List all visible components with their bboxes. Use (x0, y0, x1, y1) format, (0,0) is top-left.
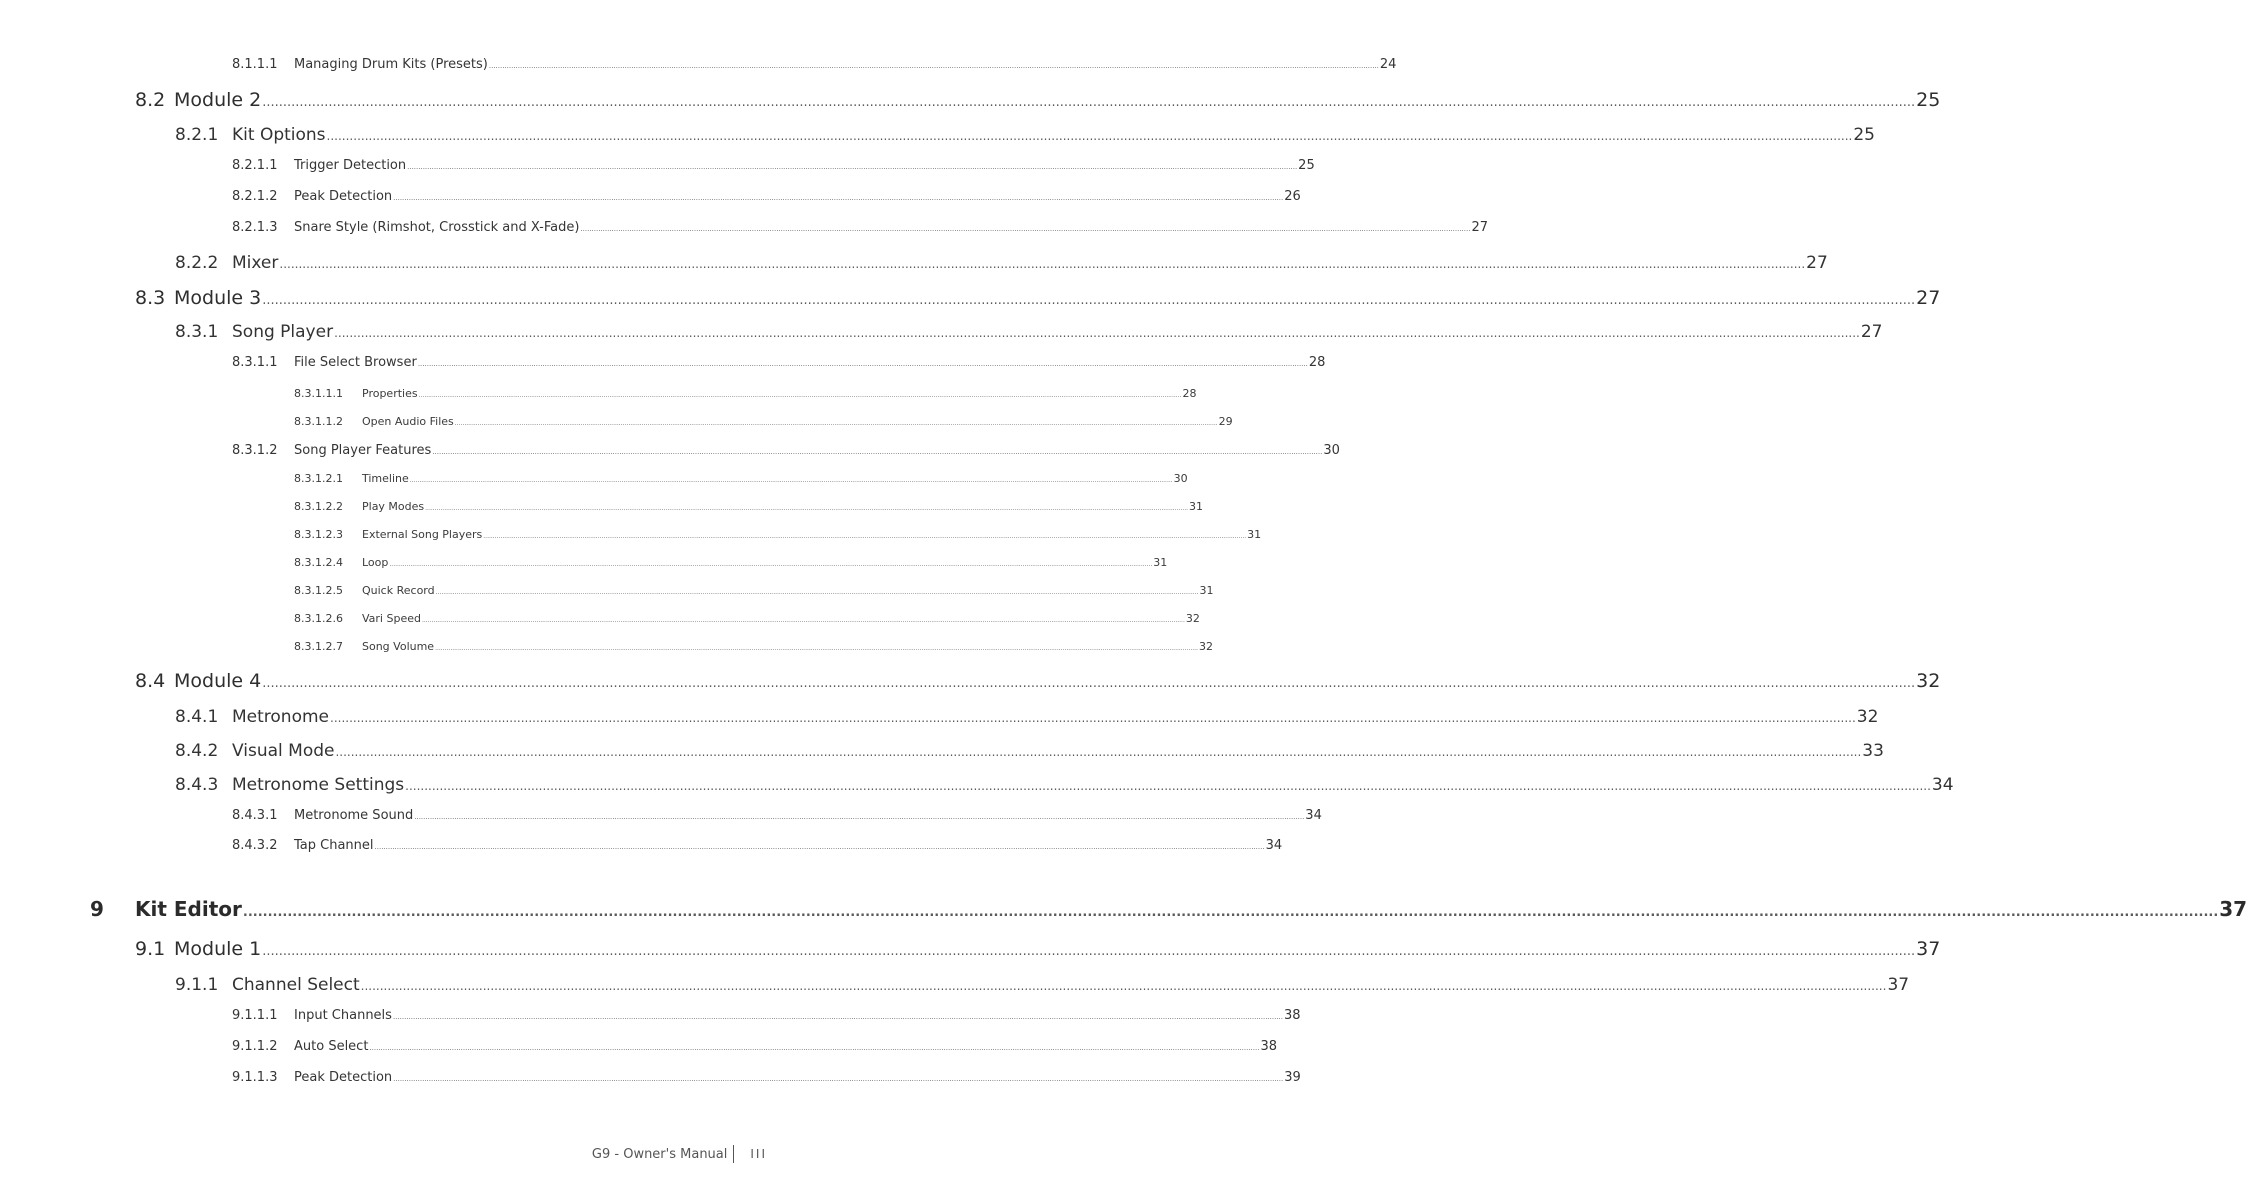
toc-entry[interactable] (232, 1070, 1301, 1085)
dot-leader: ................................................................................................................................................................................................................................................................................................................................................................................................................ (335, 745, 1862, 759)
toc-entry[interactable] (232, 57, 1397, 72)
toc-entry[interactable] (232, 220, 1488, 235)
toc-entry[interactable] (175, 741, 1884, 761)
dot-leader: ................................................................................................................................................................................................................................................................................................................................................................................................................ (334, 326, 1860, 340)
page-number: III (750, 1147, 767, 1161)
toc-entry-title: Play Modes (362, 500, 425, 513)
dot-leader: ................................................................................................................................................................................................................................................................................................................................................................................................................ (392, 1013, 1283, 1021)
toc-entry-title: Open Audio Files (362, 415, 454, 428)
toc-entry-page: 39 (1284, 1070, 1301, 1085)
toc-entry-number: 8.3.1.2.2 (294, 500, 343, 513)
dot-leader: ................................................................................................................................................................................................................................................................................................................................................................................................................ (262, 95, 1916, 110)
page-footer (592, 1145, 767, 1163)
toc-entry[interactable] (175, 125, 1875, 145)
toc-entry[interactable] (175, 253, 1828, 273)
dot-leader: ................................................................................................................................................................................................................................................................................................................................................................................................................ (262, 293, 1916, 308)
dot-leader: ................................................................................................................................................................................................................................................................................................................................................................................................................ (432, 448, 1323, 456)
toc-entry-page: 25 (1298, 158, 1315, 173)
manual-title: G9 - Owner's Manual (591, 1146, 728, 1162)
toc-entry-number: 8.3.1.2.5 (294, 584, 343, 597)
toc-entry-number: 8.3 (135, 287, 166, 309)
dot-leader: ................................................................................................................................................................................................................................................................................................................................................................................................................ (409, 477, 1173, 484)
toc-entry-number: 8.3.1.2.7 (294, 640, 343, 653)
toc-entry-number: 8.4.2 (175, 741, 219, 761)
toc-entry[interactable] (294, 584, 1214, 597)
toc-entry-page: 32 (1856, 707, 1879, 727)
toc-entry-title: Kit Editor (135, 897, 242, 921)
dot-leader: ................................................................................................................................................................................................................................................................................................................................................................................................................ (330, 711, 1856, 725)
toc-entry-number: 9.1.1.2 (232, 1039, 278, 1054)
dot-leader: ................................................................................................................................................................................................................................................................................................................................................................................................................ (279, 257, 1806, 271)
toc-entry[interactable] (294, 556, 1168, 569)
toc-entry[interactable] (294, 472, 1188, 485)
toc-entry-number: 9.1.1 (175, 975, 219, 995)
toc-entry-page: 24 (1379, 57, 1397, 72)
toc-entry-number: 8.2.1.2 (232, 189, 278, 204)
dot-leader: ................................................................................................................................................................................................................................................................................................................................................................................................................ (242, 905, 2219, 920)
toc-entry-title: Module 1 (174, 938, 262, 960)
toc-entry-title: Mixer (232, 253, 279, 273)
dot-leader: ................................................................................................................................................................................................................................................................................................................................................................................................................ (393, 1075, 1284, 1083)
toc-entry-page: 27 (1471, 220, 1488, 235)
toc-entry-number: 9.1 (135, 938, 166, 960)
toc-entry-title: Channel Select (232, 975, 360, 995)
toc-entry-title: Peak Detection (294, 1070, 393, 1085)
dot-leader: ................................................................................................................................................................................................................................................................................................................................................................................................................ (421, 617, 1185, 624)
toc-entry[interactable] (232, 158, 1315, 173)
toc-entry-page: 27 (1806, 253, 1828, 273)
toc-entry-title: Managing Drum Kits (Presets) (294, 57, 488, 72)
dot-leader: ................................................................................................................................................................................................................................................................................................................................................................................................................ (360, 979, 1887, 993)
toc-entry-title: Peak Detection (294, 189, 393, 204)
toc-entry-title: Module 2 (174, 89, 262, 111)
toc-entry-title: External Song Players (362, 528, 483, 541)
dot-leader: ................................................................................................................................................................................................................................................................................................................................................................................................................ (435, 645, 1198, 652)
toc-entry[interactable] (175, 775, 1954, 795)
toc-entry-page: 31 (1153, 556, 1168, 569)
toc-entry[interactable] (135, 670, 1941, 692)
toc-entry-title: Song Player Features (294, 443, 432, 458)
toc-entry-title: Properties (362, 387, 418, 400)
toc-entry-title: Module 4 (174, 670, 262, 692)
toc-entry-page: 25 (1853, 125, 1875, 145)
toc-entry-title: Song Player (232, 322, 334, 342)
toc-entry-number: 8.4.3 (175, 775, 219, 795)
toc-entry-number: 8.4.3.2 (232, 838, 278, 853)
dot-leader: ................................................................................................................................................................................................................................................................................................................................................................................................................ (389, 561, 1153, 568)
toc-entry-number: 8.2 (135, 89, 166, 111)
toc-entry-title: Vari Speed (362, 612, 421, 625)
toc-entry[interactable] (232, 189, 1301, 204)
toc-entry-number: 8.3.1.2.1 (294, 472, 343, 485)
toc-entry-page: 38 (1284, 1008, 1301, 1023)
dot-leader: ................................................................................................................................................................................................................................................................................................................................................................................................................ (425, 505, 1189, 512)
toc-entry-page: 30 (1173, 472, 1188, 485)
toc-entry-page: 32 (1916, 670, 1941, 692)
toc-entry-number: 8.3.1.1.1 (294, 387, 343, 400)
toc-entry-number: 8.4 (135, 670, 166, 692)
toc-entry[interactable] (294, 612, 1200, 625)
dot-leader: ................................................................................................................................................................................................................................................................................................................................................................................................................ (326, 129, 1853, 143)
toc-entry-page: 34 (1931, 775, 1954, 795)
toc-entry[interactable] (90, 897, 2247, 921)
toc-entry-number: 9 (90, 897, 104, 921)
dot-leader: ................................................................................................................................................................................................................................................................................................................................................................................................................ (262, 944, 1916, 959)
toc-entry-page: 27 (1916, 287, 1941, 309)
toc-entry-title: Input Channels (294, 1008, 392, 1023)
toc-entry-page: 31 (1247, 528, 1262, 541)
toc-entry-title: Song Volume (362, 640, 435, 653)
toc-entry-number: 8.2.1 (175, 125, 219, 145)
toc-entry-number: 8.3.1.2.3 (294, 528, 343, 541)
toc-entry-page: 30 (1323, 443, 1340, 458)
toc-entry-number: 8.2.1.1 (232, 158, 278, 173)
toc-entry-number: 8.3.1.2 (232, 443, 278, 458)
toc-entry-number: 8.3.1.1.2 (294, 415, 343, 428)
dot-leader: ................................................................................................................................................................................................................................................................................................................................................................................................................ (407, 163, 1298, 171)
toc-entry-number: 8.3.1.1 (232, 355, 278, 370)
toc-entry-page: 37 (1916, 938, 1941, 960)
toc-entry-title: Kit Options (232, 125, 326, 145)
dot-leader: ................................................................................................................................................................................................................................................................................................................................................................................................................ (374, 843, 1265, 851)
toc-entry-title: Snare Style (Rimshot, Crosstick and X-Fade) (294, 220, 580, 235)
toc-entry-number: 8.2.1.3 (232, 220, 278, 235)
toc-entry-number: 9.1.1.1 (232, 1008, 278, 1023)
toc-entry-page: 29 (1218, 415, 1233, 428)
toc-entry[interactable] (294, 528, 1262, 541)
toc-entry-title: Quick Record (362, 584, 435, 597)
footer-divider (733, 1145, 734, 1163)
toc-entry-title: Visual Mode (232, 741, 335, 761)
toc-entry-title: Tap Channel (294, 838, 374, 853)
dot-leader: ................................................................................................................................................................................................................................................................................................................................................................................................................ (417, 360, 1308, 368)
toc-entry[interactable] (232, 1039, 1278, 1054)
toc-entry[interactable] (175, 975, 1910, 995)
toc-entry-number: 9.1.1.3 (232, 1070, 278, 1085)
dot-leader: ................................................................................................................................................................................................................................................................................................................................................................................................................ (369, 1044, 1260, 1052)
toc-entry[interactable] (294, 387, 1197, 400)
toc-entry-number: 8.3.1.2.6 (294, 612, 343, 625)
toc-entry-page: 26 (1284, 189, 1301, 204)
dot-leader: ................................................................................................................................................................................................................................................................................................................................................................................................................ (262, 676, 1916, 691)
toc-entry[interactable] (135, 938, 1941, 960)
toc-entry-title: File Select Browser (294, 355, 417, 370)
toc-entry-page: 32 (1185, 612, 1200, 625)
toc-entry-number: 8.1.1.1 (232, 57, 278, 72)
toc-entry-page: 25 (1916, 89, 1941, 111)
toc-entry[interactable] (294, 415, 1233, 428)
toc-entry-number: 8.3.1.2.4 (294, 556, 343, 569)
toc-entry[interactable] (175, 707, 1879, 727)
toc-entry-page: 33 (1862, 741, 1884, 761)
dot-leader: ................................................................................................................................................................................................................................................................................................................................................................................................................ (418, 392, 1182, 399)
dot-leader: ................................................................................................................................................................................................................................................................................................................................................................................................................ (488, 62, 1379, 70)
dot-leader: ................................................................................................................................................................................................................................................................................................................................................................................................................ (414, 813, 1305, 821)
toc-entry[interactable] (232, 443, 1340, 458)
toc-entry[interactable] (175, 322, 1883, 342)
toc-entry-page: 31 (1189, 500, 1204, 513)
toc-entry-title: Metronome Sound (294, 808, 414, 823)
toc-entry[interactable] (294, 640, 1213, 653)
toc-entry-title: Trigger Detection (294, 158, 407, 173)
toc-entry-page: 32 (1198, 640, 1213, 653)
dot-leader: ................................................................................................................................................................................................................................................................................................................................................................................................................ (393, 194, 1284, 202)
toc-entry-page: 37 (2219, 897, 2247, 921)
toc-entry-page: 34 (1305, 808, 1322, 823)
toc-entry[interactable] (232, 355, 1326, 370)
toc-entry[interactable] (135, 89, 1941, 111)
toc-entry-title: Module 3 (174, 287, 262, 309)
toc-entry-title: Metronome (232, 707, 330, 727)
toc-entry-title: Auto Select (294, 1039, 369, 1054)
dot-leader: ................................................................................................................................................................................................................................................................................................................................................................................................................ (580, 225, 1471, 233)
dot-leader: ................................................................................................................................................................................................................................................................................................................................................................................................................ (454, 420, 1218, 427)
dot-leader: ................................................................................................................................................................................................................................................................................................................................................................................................................ (405, 779, 1931, 793)
dot-leader: ................................................................................................................................................................................................................................................................................................................................................................................................................ (483, 533, 1247, 540)
toc-entry[interactable] (294, 500, 1204, 513)
toc-entry-page: 37 (1887, 975, 1910, 995)
toc-entry[interactable] (232, 838, 1283, 853)
toc-entry-page: 31 (1199, 584, 1214, 597)
toc-entry[interactable] (232, 1008, 1301, 1023)
toc-entry-number: 8.4.3.1 (232, 808, 278, 823)
toc-entry-title: Metronome Settings (232, 775, 405, 795)
toc-entry-number: 8.2.2 (175, 253, 219, 273)
toc-entry-page: 28 (1182, 387, 1197, 400)
toc-entry-page: 28 (1308, 355, 1326, 370)
toc-entry[interactable] (135, 287, 1941, 309)
toc-entry-page: 27 (1860, 322, 1883, 342)
toc-entry[interactable] (232, 808, 1322, 823)
toc-entry-title: Loop (362, 556, 389, 569)
dot-leader: ................................................................................................................................................................................................................................................................................................................................................................................................................ (435, 589, 1199, 596)
toc-entry-number: 8.3.1 (175, 322, 219, 342)
toc-entry-page: 34 (1265, 838, 1283, 853)
toc-entry-page: 38 (1260, 1039, 1278, 1054)
toc-entry-number: 8.4.1 (175, 707, 219, 727)
toc-entry-title: Timeline (362, 472, 409, 485)
